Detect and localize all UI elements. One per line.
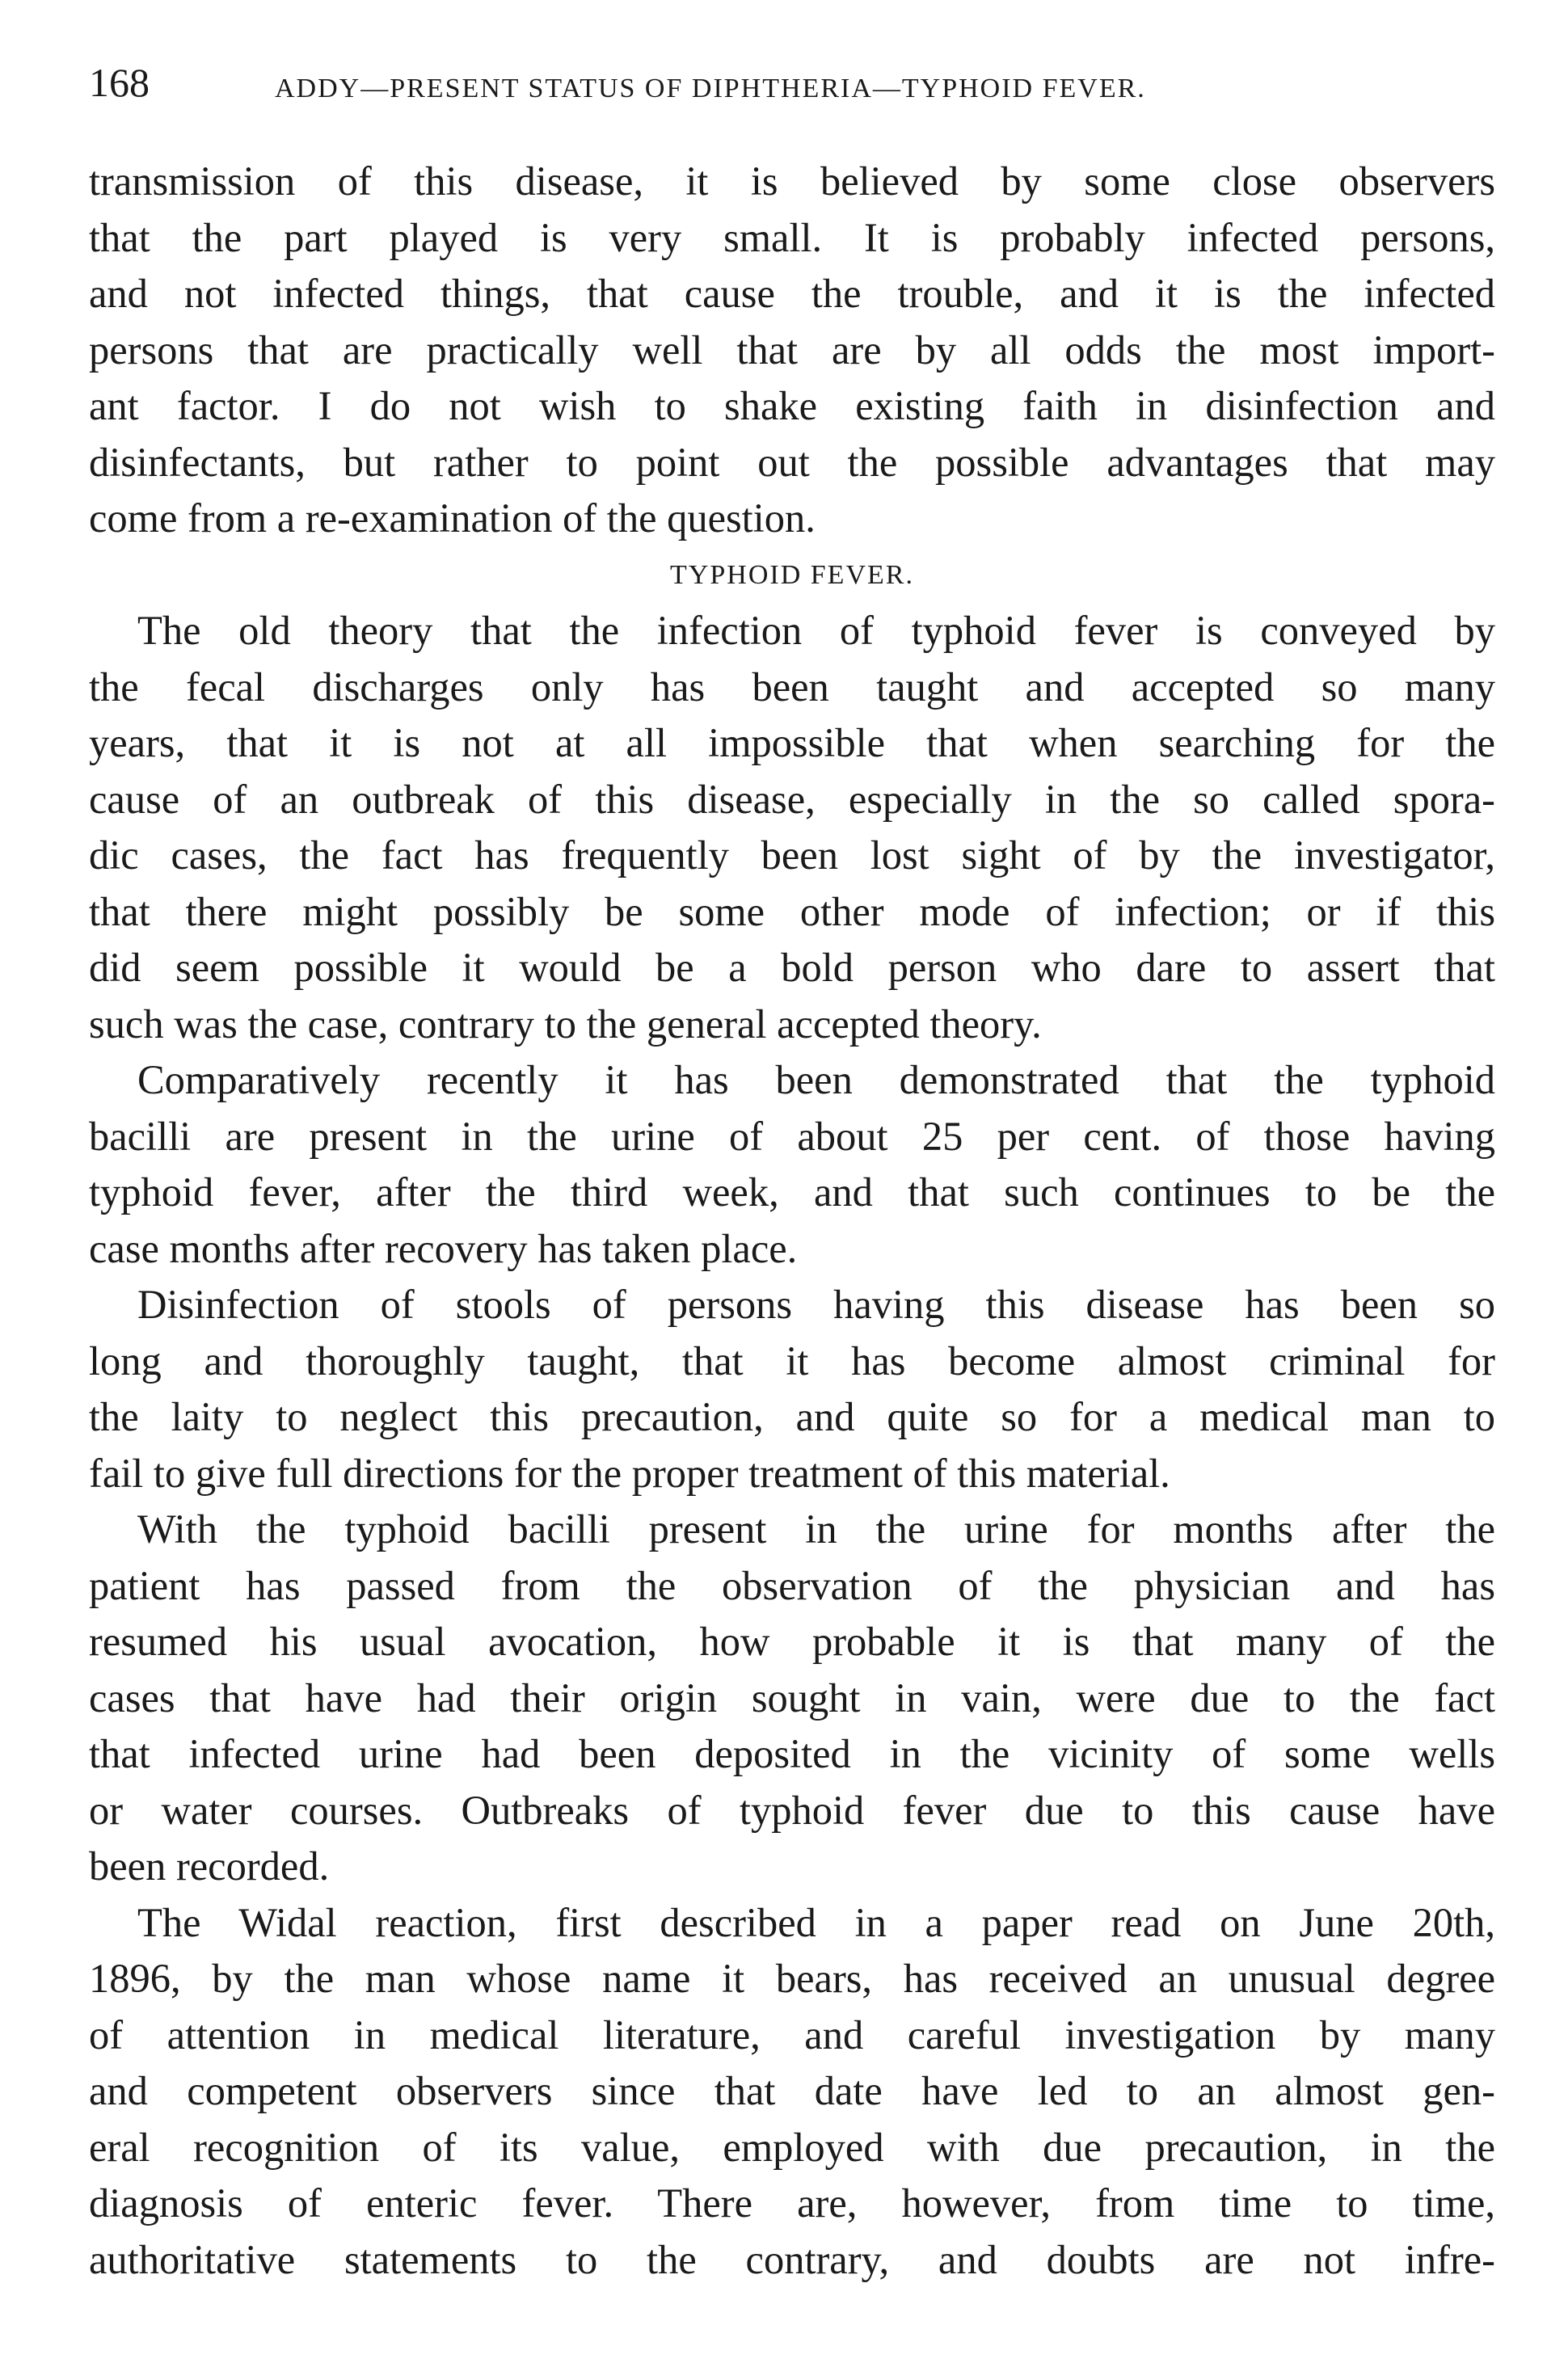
text-line: come from a re-examination of the question. — [89, 495, 816, 541]
text-line: that there might possibly be some other mode of infection; or if this — [89, 888, 1495, 934]
text-line: that the part played is very small. It is probably infected persons, — [89, 214, 1495, 260]
text-line: cases that have had their origin sought in vain, were due to the fact — [89, 1674, 1495, 1721]
page-number: 168 — [89, 60, 150, 105]
text-line: fail to give full directions for the proper treatment of this material. — [89, 1450, 1170, 1496]
text-line: long and thoroughly taught, that it has become almost criminal for — [89, 1337, 1495, 1384]
text-line: cause of an outbreak of this disease, especially in the so called spora- — [89, 776, 1495, 822]
text-line: the fecal discharges only has been taught and accepted so many — [89, 663, 1495, 710]
running-title: ADDY—PRESENT STATUS OF DIPHTHERIA—TYPHOID FEVER. — [275, 74, 1146, 103]
text-line: patient has passed from the observation of the physician and has — [89, 1562, 1495, 1608]
text-line: The old theory that the infection of typhoid fever is conveyed by — [137, 608, 1495, 653]
running-head — [89, 50, 1495, 115]
text-line: years, that it is not at all impossible that when searching for the — [89, 720, 1495, 765]
text-line: typhoid fever, after the third week, and that such continues to be the — [89, 1169, 1495, 1215]
text-line: transmission of this disease, it is believed by some close observers — [89, 158, 1495, 204]
text-line: Disinfection of stools of persons having this disease has been so — [137, 1282, 1495, 1327]
text-line: the laity to neglect this precaution, and quite so for a medical man to — [89, 1394, 1495, 1439]
text-line: With the typhoid bacilli present in the urine for months after the — [137, 1506, 1495, 1552]
text-line: such was the case, contrary to the general accepted theory. — [89, 1000, 1042, 1047]
text-line: 1896, by the man whose name it bears, has received an unusual degree — [89, 1956, 1495, 2001]
section-heading: TYPHOID FEVER. — [670, 559, 914, 590]
text-line: that infected urine had been deposited in the vicinity of some wells — [89, 1731, 1495, 1776]
text-line: Comparatively recently it has been demonstrated that the typhoid — [137, 1057, 1495, 1102]
text-line: been recorded. — [89, 1843, 330, 1889]
text-line: dic cases, the fact has frequently been lost sight of by the investigator, — [89, 832, 1495, 878]
text-line: persons that are practically well that are by all odds the most import- — [89, 326, 1495, 373]
text-line: resumed his usual avocation, how probable it is that many of the — [89, 1619, 1495, 1664]
text-line: ant factor. I do not wish to shake existing faith in disinfection and — [89, 383, 1495, 428]
body-text — [89, 154, 1495, 2288]
text-line: diagnosis of enteric fever. There are, however, from time to time, — [89, 2180, 1495, 2226]
text-line: did seem possible it would be a bold person who dare to assert that — [89, 945, 1495, 990]
text-line: and competent observers since that date have led to an almost gen- — [89, 2068, 1495, 2113]
text-line: and not infected things, that cause the trouble, and it is the infected — [89, 271, 1495, 316]
text-line: bacilli are present in the urine of about 25 per cent. of those having — [89, 1113, 1495, 1159]
text-line: of attention in medical literature, and careful investigation by many — [89, 2011, 1495, 2058]
text-line: authoritative statements to the contrary, and doubts are not infre- — [89, 2236, 1495, 2282]
text-line: eral recognition of its value, employed with due precaution, in the — [89, 2124, 1495, 2170]
text-line: case months after recovery has taken place. — [89, 1225, 798, 1271]
text-line: The Widal reaction, first described in a paper read on June 20th, — [137, 1899, 1495, 1945]
text-line: or water courses. Outbreaks of typhoid fever due to this cause have — [89, 1787, 1495, 1833]
text-line: disinfectants, but rather to point out the possible advantages that may — [89, 439, 1495, 485]
